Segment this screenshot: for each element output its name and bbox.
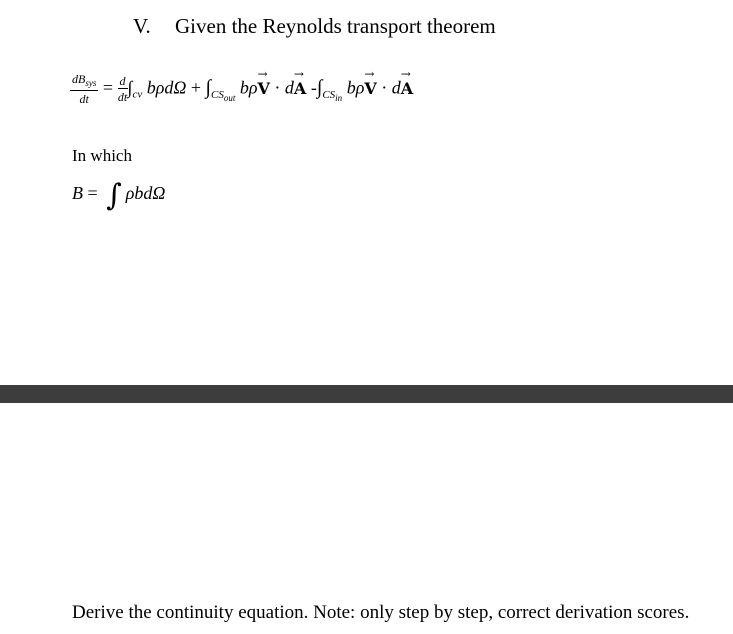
page-divider-bar: [0, 385, 733, 403]
in-which-label: In which: [72, 146, 132, 165]
instruction-text: Derive the continuity equation. Note: only step by step, correct derivation scores.: [72, 602, 690, 623]
velocity-vector: → V: [364, 79, 376, 98]
velocity-vector: → V: [258, 79, 270, 98]
integral-sign: ∫: [106, 178, 122, 213]
question-title: Given the Reynolds transport theorem: [175, 14, 496, 38]
question-heading: [133, 14, 496, 39]
b-definition-equation: B = ∫ ρbdΩ: [72, 178, 166, 213]
volume-term: bρdΩ: [146, 77, 187, 98]
question-number: V.: [133, 14, 151, 38]
integral-sign: ∫: [127, 77, 133, 98]
area-vector: → A: [401, 79, 413, 98]
lhs-fraction: $\frac{dB_{sys}}{dt}$: [72, 72, 97, 106]
integral-sign: ∫: [205, 76, 211, 99]
integral-sign: ∫: [316, 76, 323, 99]
reynolds-transport-equation: $\frac{dB_{sys}}{dt}$ = $\frac{d}{dt}$ $\int_{cv}$ $b\rho d\Omega + \int_{CS_{out}}$ bρ→ V · d→ A $-\int_{CS_{in}}$ bρ→ V · d→ A: [70, 72, 413, 107]
area-vector: → A: [294, 79, 306, 98]
time-derivative-fraction: $\frac{d}{dt}$: [117, 74, 128, 104]
